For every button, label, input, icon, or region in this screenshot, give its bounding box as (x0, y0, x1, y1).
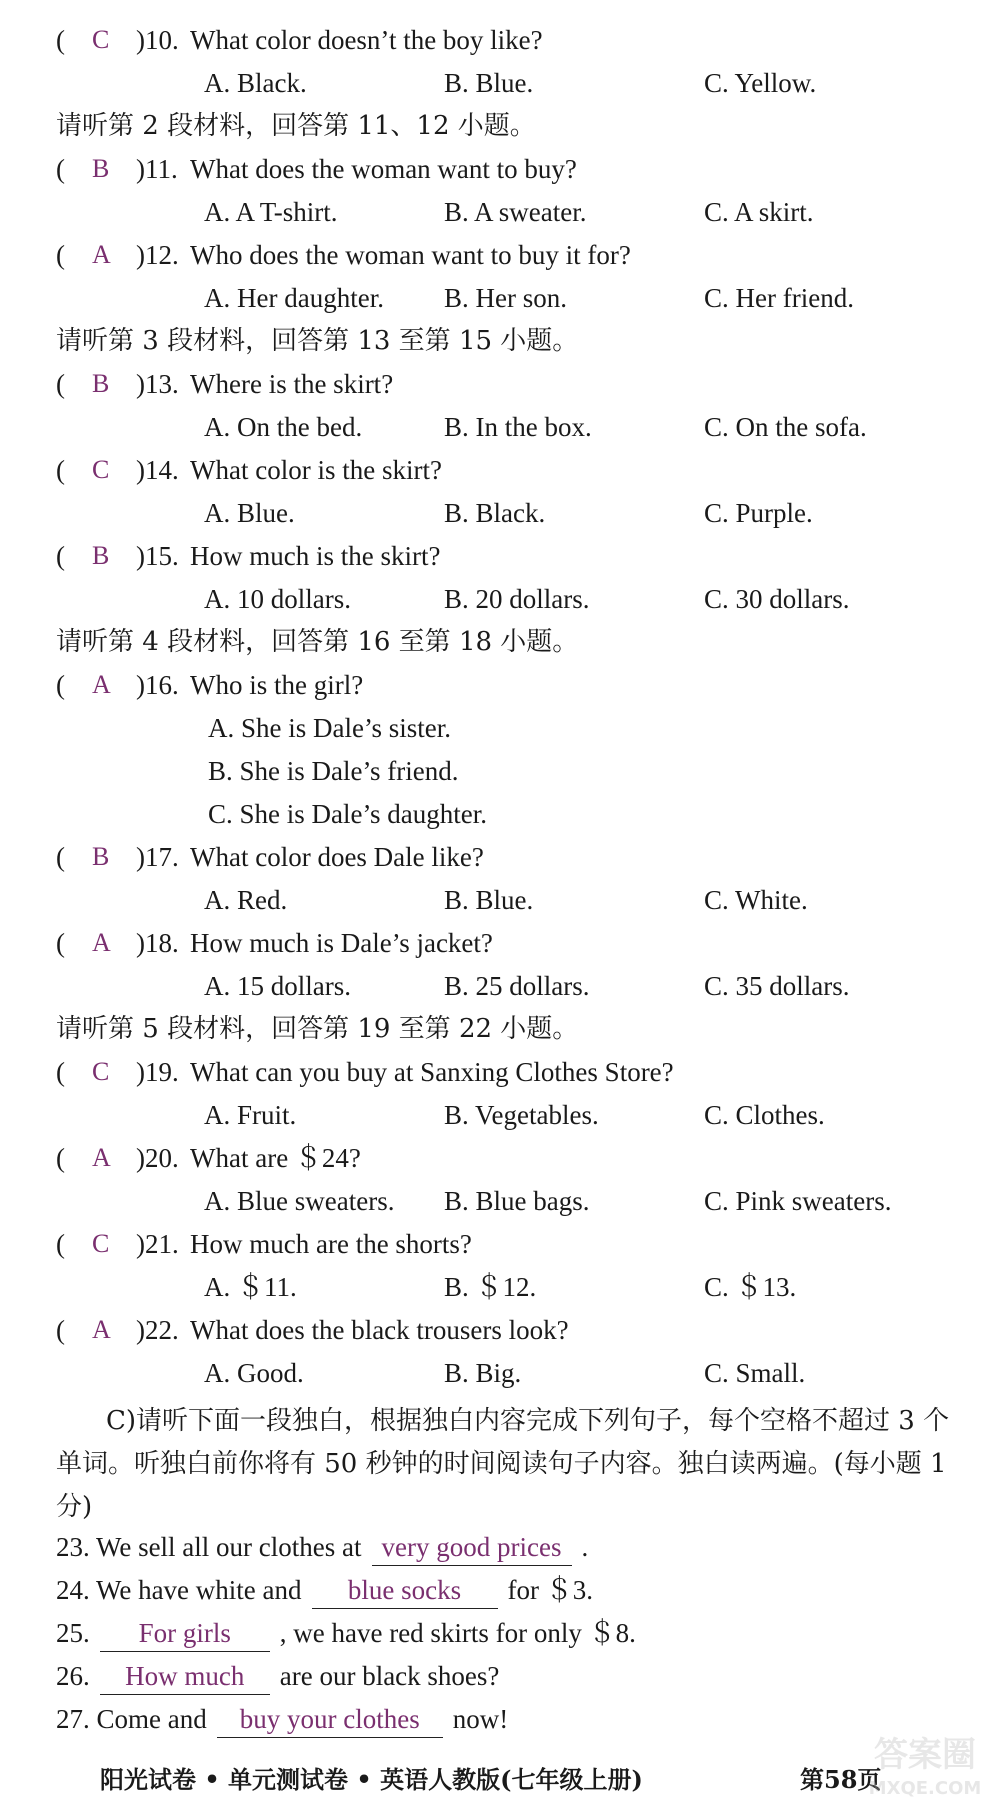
question-number: )22. (136, 1315, 179, 1345)
bracket-open: ( (56, 240, 65, 270)
question-line (56, 1054, 960, 1090)
fill-prefix: 25. (56, 1618, 90, 1648)
answer-letter: C (92, 1229, 110, 1258)
answer-letter: A (92, 240, 111, 269)
fill-prefix: 23. We sell all our clothes at (56, 1532, 362, 1562)
bracket-open: ( (56, 369, 65, 399)
fill-blank: How much (100, 1658, 270, 1695)
question-text: What does the woman want to buy? (190, 154, 577, 184)
question-line (56, 452, 960, 488)
fill-line-q23 (56, 1529, 960, 1566)
bracket-open: ( (56, 1315, 65, 1345)
question-number: )10. (136, 25, 179, 55)
answer-letter: A (92, 928, 111, 957)
question-text: Who does the woman want to buy it for? (190, 240, 631, 270)
footer-page-number: 第58页 (800, 1765, 882, 1794)
question-text: What are ＄24? (190, 1143, 361, 1173)
question-line (56, 366, 960, 402)
option-a: A. Blue sweaters. (204, 1186, 395, 1216)
answer-bracket (56, 1140, 179, 1176)
question-line (56, 538, 960, 574)
option-b: B. 20 dollars. (444, 584, 590, 614)
question-number: )14. (136, 455, 179, 485)
answer-bracket (56, 237, 179, 273)
option-a: A. 10 dollars. (204, 584, 351, 614)
option-c: C. Yellow. (704, 68, 817, 98)
question-line (56, 925, 960, 961)
answer-letter: B (92, 541, 110, 570)
question-text: Who is the girl? (190, 670, 364, 700)
question-text: What color is the skirt? (190, 455, 442, 485)
question-line (56, 839, 960, 875)
section-heading: 请听第 5 段材料，回答第 19 至第 22 小题。 (56, 1014, 579, 1044)
fill-prefix: 26. (56, 1661, 90, 1691)
fill-blank: very good prices (372, 1529, 572, 1566)
question-number: )21. (136, 1229, 179, 1259)
question-number: )19. (136, 1057, 179, 1087)
option-c: C. Small. (704, 1358, 806, 1388)
option-b: B. Big. (444, 1358, 522, 1388)
fill-suffix: , we have red skirts for only ＄8. (279, 1618, 636, 1648)
fill-line-q25 (56, 1615, 960, 1652)
option-a: A. Fruit. (204, 1100, 297, 1130)
option-c: C. Clothes. (704, 1100, 825, 1130)
fill-blank: For girls (100, 1615, 270, 1652)
option-c: C. On the sofa. (704, 412, 867, 442)
option-a: A. Blue. (204, 498, 295, 528)
question-line (56, 237, 960, 273)
option-a: A. On the bed. (204, 412, 363, 442)
fill-blank: buy your clothes (217, 1701, 443, 1738)
bracket-open: ( (56, 670, 65, 700)
watermark-logo (860, 1726, 990, 1802)
section-heading: 请听第 3 段材料，回答第 13 至第 15 小题。 (56, 326, 579, 356)
option-a: A. ＄11. (204, 1272, 297, 1302)
fill-prefix: 27. Come and (56, 1704, 207, 1734)
answer-bracket (56, 538, 179, 574)
option-b: B. Blue. (444, 885, 534, 915)
option-a: A. A T-shirt. (204, 197, 338, 227)
question-text: What color doesn’t the boy like? (190, 25, 543, 55)
question-number: )12. (136, 240, 179, 270)
option-b: B. Black. (444, 498, 546, 528)
bracket-open: ( (56, 1057, 65, 1087)
answer-bracket (56, 839, 179, 875)
answer-letter: B (92, 369, 110, 398)
answer-letter: A (92, 1315, 111, 1344)
option-b: B. She is Dale’s friend. (208, 756, 459, 786)
question-number: )11. (136, 154, 178, 184)
option-b: B. Vegetables. (444, 1100, 599, 1130)
option-c: C. Pink sweaters. (704, 1186, 892, 1216)
question-line (56, 667, 960, 703)
answer-bracket (56, 1312, 179, 1348)
fill-line-q27 (56, 1701, 960, 1738)
option-c: C. Purple. (704, 498, 813, 528)
section-heading: 请听第 2 段材料，回答第 11、12 小题。 (56, 111, 536, 141)
question-number: )18. (136, 928, 179, 958)
option-c: C. 35 dollars. (704, 971, 850, 1001)
question-number: )15. (136, 541, 179, 571)
option-b: B. Blue bags. (444, 1186, 590, 1216)
bracket-open: ( (56, 1143, 65, 1173)
bracket-open: ( (56, 541, 65, 571)
question-line (56, 1312, 960, 1348)
answer-letter: C (92, 25, 110, 54)
question-text: How much are the shorts? (190, 1229, 472, 1259)
answer-letter: B (92, 842, 110, 871)
answer-bracket (56, 452, 179, 488)
question-text: What can you buy at Sanxing Clothes Store? (190, 1057, 674, 1087)
answer-bracket (56, 366, 179, 402)
option-b: B. Blue. (444, 68, 534, 98)
section-heading: 请听第 4 段材料，回答第 16 至第 18 小题。 (56, 627, 579, 657)
fill-suffix: for ＄3. (507, 1575, 593, 1605)
option-c: C. Her friend. (704, 283, 854, 313)
option-b: B. Her son. (444, 283, 567, 313)
option-b: B. In the box. (444, 412, 592, 442)
section-c-instructions: C)请听下面一段独白，根据独白内容完成下列句子，每个空格不超过 3 个单词。听独白前你将有 50 秒钟的时间阅读句子内容。独白读两遍。(每小题 1 分) (56, 1406, 950, 1522)
answer-letter: A (92, 670, 111, 699)
answer-bracket (56, 1054, 179, 1090)
question-number: )13. (136, 369, 179, 399)
option-c: C. White. (704, 885, 808, 915)
fill-suffix: now! (452, 1704, 509, 1734)
fill-blank: blue socks (312, 1572, 498, 1609)
answer-letter: C (92, 455, 110, 484)
question-number: )17. (136, 842, 179, 872)
option-c: C. A skirt. (704, 197, 814, 227)
answer-letter: C (92, 1057, 110, 1086)
bracket-open: ( (56, 1229, 65, 1259)
option-c: C. She is Dale’s daughter. (208, 799, 487, 829)
question-line (56, 151, 960, 187)
option-b: B. 25 dollars. (444, 971, 590, 1001)
watermark-top: 答案圈 (874, 1735, 976, 1775)
answer-letter: A (92, 1143, 111, 1172)
question-number: )16. (136, 670, 179, 700)
watermark-bottom: MXQE.COM (868, 1778, 982, 1799)
answer-bracket (56, 667, 179, 703)
answer-bracket (56, 925, 179, 961)
option-a: A. She is Dale’s sister. (208, 713, 451, 743)
answer-letter: B (92, 154, 110, 183)
question-number: )20. (136, 1143, 179, 1173)
fill-suffix: . (581, 1532, 589, 1562)
bracket-open: ( (56, 455, 65, 485)
bracket-open: ( (56, 928, 65, 958)
option-a: A. 15 dollars. (204, 971, 351, 1001)
question-text: What does the black trousers look? (190, 1315, 569, 1345)
question-text: How much is the skirt? (190, 541, 441, 571)
answer-bracket (56, 1226, 179, 1262)
option-b: B. ＄12. (444, 1272, 537, 1302)
answer-bracket (56, 22, 179, 58)
fill-suffix: are our black shoes? (279, 1661, 500, 1691)
option-a: A. Good. (204, 1358, 304, 1388)
option-c: C. ＄13. (704, 1272, 797, 1302)
fill-prefix: 24. We have white and (56, 1575, 302, 1605)
bracket-open: ( (56, 25, 65, 55)
option-b: B. A sweater. (444, 197, 587, 227)
option-a: A. Red. (204, 885, 288, 915)
fill-line-q24 (56, 1572, 960, 1609)
question-text: What color does Dale like? (190, 842, 484, 872)
question-line (56, 22, 960, 58)
question-line (56, 1140, 960, 1176)
answer-bracket (56, 151, 178, 187)
option-c: C. 30 dollars. (704, 584, 850, 614)
question-text: How much is Dale’s jacket? (190, 928, 493, 958)
bracket-open: ( (56, 154, 65, 184)
option-a: A. Black. (204, 68, 307, 98)
question-line (56, 1226, 960, 1262)
question-text: Where is the skirt? (190, 369, 394, 399)
bracket-open: ( (56, 842, 65, 872)
footer-title: 阳光试卷 • 单元测试卷 • 英语人教版(七年级上册) (100, 1765, 643, 1794)
option-a: A. Her daughter. (204, 283, 384, 313)
fill-line-q26 (56, 1658, 960, 1695)
